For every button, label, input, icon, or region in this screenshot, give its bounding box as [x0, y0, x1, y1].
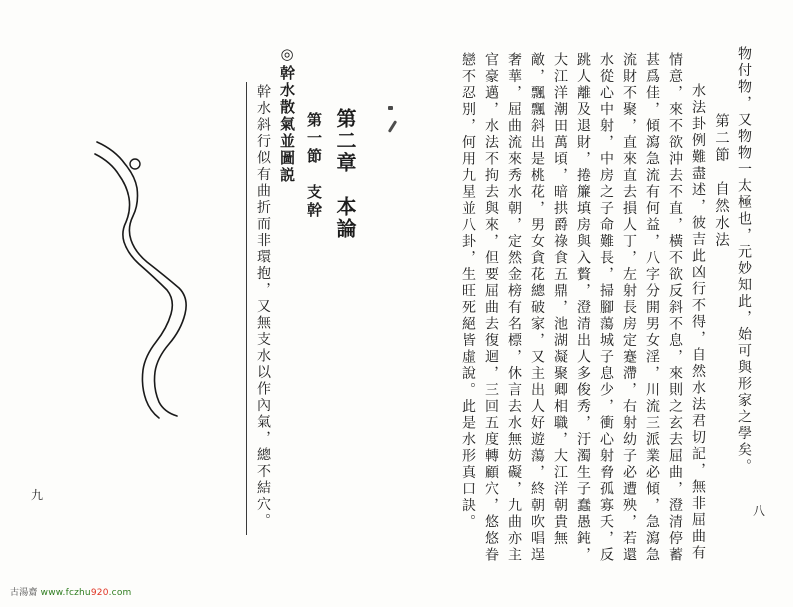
page-number-right: 八 — [753, 504, 766, 518]
watermark-url-part2: .com — [108, 588, 132, 598]
verse-column: 奢華，屈曲流來秀水朝，定然金榜有名標，休言去水無妨礙，九曲亦主 — [506, 52, 521, 564]
section-heading-left: 第一節 支幹 — [305, 112, 321, 220]
page-number-left: 九 — [31, 488, 44, 502]
watermark-url-part1: www.fczhu — [40, 588, 91, 598]
verse-column: 流財不聚，直來直去損人丁，左射長房定蹇滯，右射幼子必遭殃，若還 — [621, 52, 636, 564]
verse-column: 水法卦例難盡述，彼吉此凶行不得，自然水法君切記，無非屈曲有 — [690, 83, 705, 562]
verse-column: 官豪邁，水法不拘去與來，但要屈曲去復迴，三回五度轉顧穴，悠悠眷 — [483, 52, 498, 564]
verse-column: 戀不忍別，何用九星並八卦，生旺死絕皆虛說。此是水形真口訣。 — [460, 52, 475, 531]
figure-caption: ◎幹水散氣並圖説 — [278, 45, 294, 184]
verse-column: 甚爲佳，傾瀉急流有何益，八字分開男女淫，川流三派業必傾，急瀉急 — [644, 52, 659, 564]
ink-smudge — [388, 120, 397, 133]
watermark-prefix: 古湯齋 — [10, 588, 41, 598]
column-rule — [246, 82, 247, 535]
watermark-url-highlight: 920 — [90, 588, 109, 598]
right-page — [410, 46, 755, 586]
verse-column: 跳人離及退財，捲簾填房與入贅，澄清出人多俊秀，汙濁生子蠢愚鈍， — [575, 52, 590, 564]
ink-smudge — [388, 106, 393, 110]
verse-column: 敵，飄飄斜出是桃花，男女貪花總破家，又主出人好遊蕩，終朝吹唱逞 — [529, 52, 544, 564]
watermark — [10, 588, 132, 598]
chapter-heading: 第二章 本論 — [333, 108, 355, 240]
winding-river-figure — [85, 128, 200, 423]
verse-column: 情意，來不欲沖去不直，橫不欲反斜不息，來則之玄去屈曲，澄清停蓄 — [667, 52, 682, 564]
verse-column: 水從心中射，中房之子命難長，掃腳蕩城子息少，衝心射脅孤寡夭，反 — [598, 52, 613, 564]
section-heading: 第二節 自然水法 — [713, 113, 729, 249]
left-body-text: 幹水斜行似有曲折而非環抱，又無支水以作內氣，總不結穴。 — [255, 84, 270, 530]
opening-column: 物付物，又物物一太極也，元妙知此，始可與形家之學矣。 — [736, 46, 751, 475]
verse-column: 大江洋潮田萬頃，暗拱爵祿食五鼎，池湖凝聚卿相職，大江洋朝貴無 — [552, 52, 567, 547]
